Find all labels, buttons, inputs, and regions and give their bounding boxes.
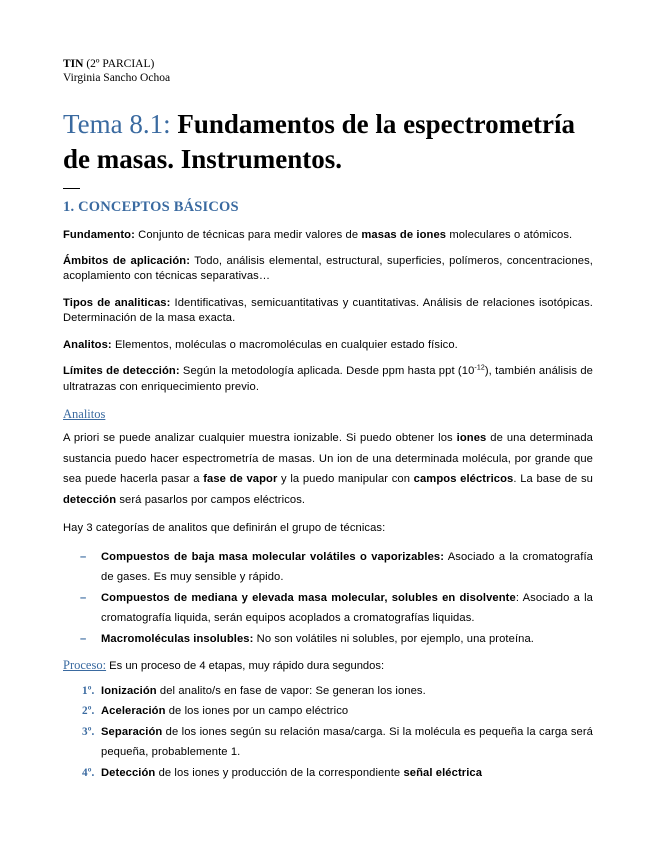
definition-emphasis: masas de iones <box>361 229 447 241</box>
definition-term: Tipos de analiticas: <box>63 296 171 309</box>
category-title: Compuestos de baja masa molecular volátiles o vaporizables: <box>101 550 445 563</box>
step-text: de los iones por un campo eléctrico <box>165 705 349 717</box>
definition-tipos <box>63 296 593 327</box>
title-text: Fundamentos de la espectrometría de masas. Instrumentos. <box>63 109 576 174</box>
paragraph-emphasis: fase de vapor <box>203 473 278 485</box>
definition-term: Límites de detección: <box>63 365 180 377</box>
step-number: 1º. <box>82 684 95 697</box>
exponent: -12 <box>474 364 485 372</box>
definition-term: Ámbitos de aplicación: <box>63 254 191 267</box>
paragraph-emphasis: campos eléctricos <box>413 473 514 485</box>
definition-text: Todo, análisis elemental, estructural, superficies, polímeros, concentraciones, acoplamiento con técnicas separativas… <box>63 254 593 282</box>
course-note: (2º PARCIAL) <box>86 58 155 70</box>
analitos-subheading: Analitos <box>63 407 106 421</box>
paragraph-emphasis: detección <box>63 493 117 506</box>
analitos-paragraph <box>63 428 593 510</box>
steps-list <box>63 681 593 784</box>
step-title: Detección <box>101 766 156 779</box>
dash-bullet: – <box>80 550 87 563</box>
paragraph-text: A priori se puede analizar cualquier muestra ionizable. Si puedo obtener los <box>63 432 457 444</box>
category-text: Asociado a la cromatografía de gases. Es muy sensible y rápido. <box>101 550 593 583</box>
definition-term: Fundamento: <box>63 229 135 241</box>
paragraph-text: y la puedo manipular con <box>277 473 414 485</box>
step-title: Aceleración <box>101 705 166 717</box>
page-title <box>63 107 593 177</box>
list-item <box>63 629 593 650</box>
step-text: de los iones y producción de la correspondiente <box>155 766 404 779</box>
category-title: Compuestos de mediana y elevada masa molecular, solubles en disolvente <box>101 591 516 604</box>
course-header <box>63 57 593 71</box>
title-number: Tema 8.1: <box>63 109 171 139</box>
paragraph-text: será pasarlos por campos eléctricos. <box>116 493 306 506</box>
category-text: : Asociado a la cromatografía liquida, serán equipos acoplados a cromatografías liquidas. <box>101 591 593 624</box>
step-text: del analito/s en fase de vapor: Se generan los iones. <box>156 684 426 697</box>
definition-fundamento <box>63 228 593 244</box>
step-number: 4º. <box>82 766 95 779</box>
paragraph-text: de una determinada sustancia puedo hacer espectrometría de masas. Un ion de una determinada molécula, por grande que sea puede hacerla pasar a <box>63 432 593 485</box>
definition-limites <box>63 364 593 395</box>
step-number: 2º. <box>82 705 95 717</box>
author-name: Virginia Sancho Ochoa <box>63 72 171 84</box>
definition-text: ), también análisis de ultratrazas con enriquecimiento previo. <box>63 365 593 393</box>
step-emphasis: señal eléctrica <box>403 766 483 779</box>
course-code: TIN <box>63 58 84 70</box>
category-title: Macromoléculas insolubles: <box>101 632 254 645</box>
paragraph-text: . La base de su <box>513 473 593 485</box>
list-item <box>63 588 593 629</box>
document-page <box>63 57 593 783</box>
proceso-label: Proceso: <box>63 658 107 672</box>
list-item <box>63 547 593 588</box>
step-number: 3º. <box>82 725 95 738</box>
definition-text: moleculares o atómicos. <box>446 229 573 241</box>
title-divider <box>63 188 80 189</box>
category-text: No son volátiles ni solubles, por ejemplo, una proteína. <box>253 632 535 645</box>
step-title: Ionización <box>101 684 157 697</box>
definition-text: Según la metodología aplicada. Desde ppm hasta ppt (10 <box>179 365 475 377</box>
step-text: de los iones según su relación masa/carga. Si la molécula es pequeña la carga será pequeña, probablemente 1. <box>101 725 593 758</box>
step-title: Separación <box>101 725 163 738</box>
definition-text: Conjunto de técnicas para medir valores de <box>134 229 362 241</box>
definition-analitos <box>63 338 593 354</box>
list-item <box>63 701 593 722</box>
section-heading: 1. CONCEPTOS BÁSICOS <box>63 199 239 215</box>
paragraph-emphasis: iones <box>456 432 487 444</box>
definition-text: Elementos, moléculas o macromoléculas en cualquier estado físico. <box>111 338 458 351</box>
dash-bullet: – <box>80 632 87 645</box>
definition-text: Identificativas, semicuantitativas y cuantitativas. Análisis de relaciones isotópicas. Determinación de la masa exacta. <box>63 296 593 324</box>
list-item <box>63 763 593 784</box>
dash-bullet: – <box>80 591 87 604</box>
categories-intro: Hay 3 categorías de analitos que definirán el grupo de técnicas: <box>63 522 386 534</box>
definition-term: Analitos: <box>63 338 112 351</box>
definition-ambitos <box>63 254 593 285</box>
list-item <box>63 722 593 763</box>
proceso-text: Es un proceso de 4 etapas, muy rápido dura segundos: <box>106 660 385 672</box>
proceso-intro <box>63 655 593 677</box>
list-item <box>63 681 593 702</box>
categories-list <box>63 547 593 650</box>
